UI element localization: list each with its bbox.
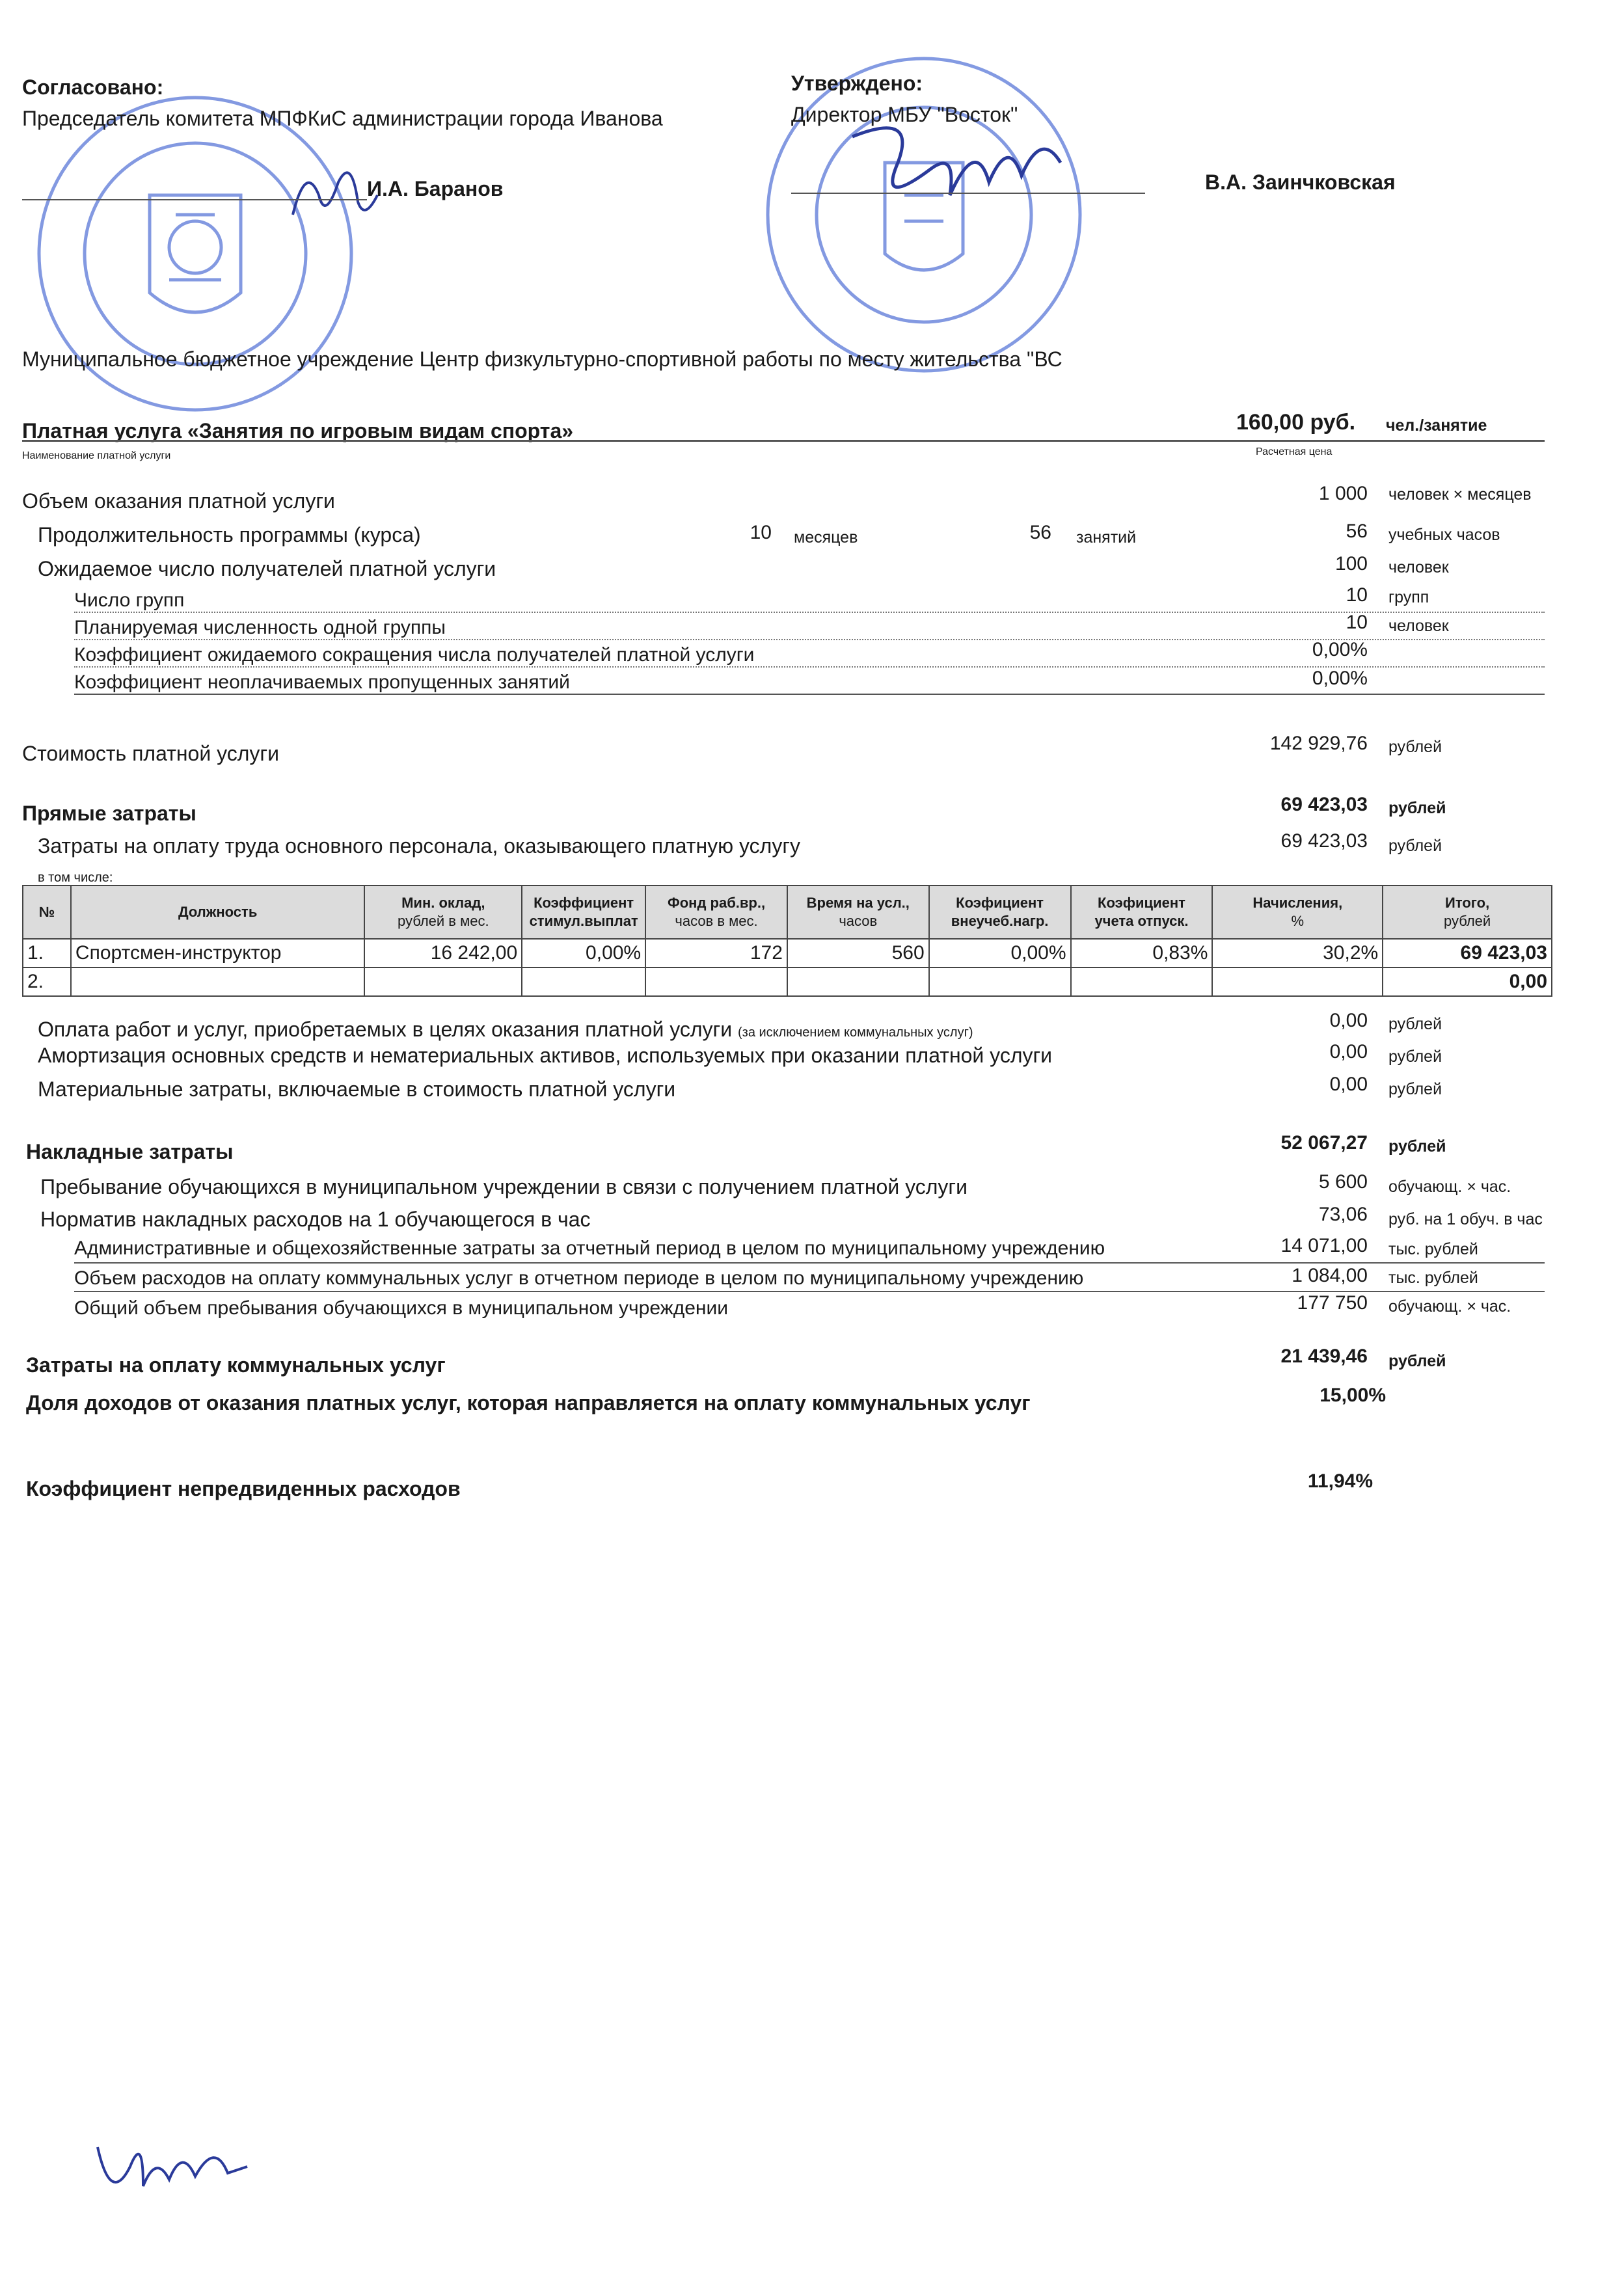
norm-value: 73,06 xyxy=(1318,1204,1368,1225)
labor-label: Затраты на оплату труда основного персонала, оказывающего платную услугу xyxy=(38,834,801,858)
stamp-left-icon xyxy=(26,85,364,423)
admin-unit: тыс. рублей xyxy=(1388,1240,1478,1258)
service-price-caption: Расчетная цена xyxy=(1256,446,1333,457)
utilities-unit: рублей xyxy=(1388,1352,1446,1370)
direct-value: 69 423,03 xyxy=(1280,794,1368,815)
reduction-label: Коэффициент ожидаемого сокращения числа получателей платной услуги xyxy=(74,644,755,666)
total-cell: 69 423,03 xyxy=(1383,939,1552,967)
service-price: 160,00 руб. xyxy=(1236,410,1356,435)
vacation-coef-cell xyxy=(1071,967,1213,996)
work-fund-cell xyxy=(645,967,787,996)
utilities-volume-label: Объем расходов на оплату коммунальных услуг в отчетном периоде в целом по муниципальному учреждению xyxy=(74,1267,1084,1289)
volume-unit: человек × месяцев xyxy=(1388,485,1532,504)
hours-unit: учебных часов xyxy=(1388,526,1500,544)
service-time-cell: 560 xyxy=(787,939,929,967)
cost-value: 142 929,76 xyxy=(1269,733,1368,754)
works-services-label: Оплата работ и услуг, приобретаемых в целях оказания платной услуги (за исключением коммунальных услуг) xyxy=(38,1018,973,1041)
header-cell: Итого, рублей xyxy=(1383,886,1552,939)
total-cell: 0,00 xyxy=(1383,967,1552,996)
contingency-label: Коэффициент непредвиденных расходов xyxy=(26,1477,461,1500)
overhead-label: Накладные затраты xyxy=(26,1140,234,1163)
recipients-label: Ожидаемое число получателей платной услуги xyxy=(38,557,496,580)
group-size-value: 10 xyxy=(1346,612,1368,633)
service-title: Платная услуга «Занятия по игровым видам спорта» xyxy=(22,419,574,442)
duration-label: Продолжительность программы (курса) xyxy=(38,523,421,547)
cost-unit: рублей xyxy=(1388,738,1442,756)
salary-cell: 16 242,00 xyxy=(364,939,522,967)
direct-label: Прямые затраты xyxy=(22,802,196,825)
staff-table xyxy=(22,885,1552,997)
lessons-value: 56 xyxy=(1029,522,1051,543)
amortization-label: Амортизация основных средств и нематериальных активов, используемых при оказании платной услуги xyxy=(38,1044,1053,1067)
accrual-cell: 30,2% xyxy=(1212,939,1383,967)
labor-value: 69 423,03 xyxy=(1280,830,1368,852)
header-cell: Фонд раб.вр., часов в мес. xyxy=(645,886,787,939)
header-cell: Время на усл., часов xyxy=(787,886,929,939)
institution-name: Муниципальное бюджетное учреждение Центр физкультурно-спортивной работы по месту жительства "ВС xyxy=(22,347,1062,371)
signature-right-icon xyxy=(839,111,1087,221)
overhead-value: 52 067,27 xyxy=(1280,1132,1368,1154)
share-label: Доля доходов от оказания платных услуг, которая направляется на оплату коммунальных услуг xyxy=(26,1391,1031,1414)
groups-label: Число групп xyxy=(74,589,185,611)
contingency-value: 11,94% xyxy=(1307,1470,1373,1492)
labor-unit: рублей xyxy=(1388,837,1442,855)
agreed-title: Согласовано: xyxy=(22,75,164,99)
header-cell: Коэффициент стимул.выплат xyxy=(522,886,645,939)
groups-value: 10 xyxy=(1346,584,1368,606)
bonus-coef-cell: 0,00% xyxy=(522,939,645,967)
signature-bottom-icon xyxy=(85,2128,260,2219)
utilities-label: Затраты на оплату коммунальных услуг xyxy=(26,1353,446,1377)
materials-label: Материальные затраты, включаемые в стоимость платной услуги xyxy=(38,1077,676,1101)
approved-title: Утверждено: xyxy=(791,72,923,95)
staff-table-header xyxy=(23,886,1552,939)
stay-label: Пребывание обучающихся в муниципальном учреждении в связи с получением платной услуги xyxy=(40,1175,968,1198)
position-cell: Спортсмен-инструктор xyxy=(71,939,364,967)
hours-value: 56 xyxy=(1346,521,1368,542)
volume-label: Объем оказания платной услуги xyxy=(22,489,335,513)
volume-value: 1 000 xyxy=(1318,483,1368,504)
approved-name: В.А. Заинчковская xyxy=(1205,170,1396,194)
utilities-value: 21 439,46 xyxy=(1280,1346,1368,1367)
vacation-coef-cell: 0,83% xyxy=(1071,939,1213,967)
admin-value: 14 071,00 xyxy=(1280,1235,1368,1256)
utilities-volume-value: 1 084,00 xyxy=(1292,1265,1368,1286)
unpaid-label: Коэффициент неоплачиваемых пропущенных занятий xyxy=(74,671,570,693)
header-cell: Мин. оклад, рублей в мес. xyxy=(364,886,522,939)
service-time-cell xyxy=(787,967,929,996)
recipients-value: 100 xyxy=(1334,553,1368,575)
unpaid-value: 0,00% xyxy=(1312,668,1368,689)
extra-load-cell xyxy=(929,967,1071,996)
stay-value: 5 600 xyxy=(1318,1171,1368,1193)
utilities-volume-unit: тыс. рублей xyxy=(1388,1269,1478,1287)
header-cell: Начисления, % xyxy=(1212,886,1383,939)
total-stay-value: 177 750 xyxy=(1297,1292,1368,1314)
overhead-unit: рублей xyxy=(1388,1137,1446,1156)
including-label: в том числе: xyxy=(38,871,113,885)
table-row xyxy=(23,967,1552,996)
row-number: 2. xyxy=(23,967,71,996)
materials-unit: рублей xyxy=(1388,1080,1442,1098)
approved-position: Директор МБУ "Восток" xyxy=(791,103,1018,126)
total-stay-label: Общий объем пребывания обучающихся в муниципальном учреждении xyxy=(74,1297,729,1319)
share-value: 15,00% xyxy=(1320,1385,1386,1406)
admin-label: Административные и общехозяйственные затраты за отчетный период в целом по муниципальному учреждению xyxy=(74,1237,1105,1259)
header-cell: Должность xyxy=(71,886,364,939)
recipients-unit: человек xyxy=(1388,558,1449,576)
direct-unit: рублей xyxy=(1388,799,1446,817)
header-cell: № xyxy=(23,886,71,939)
row-number: 1. xyxy=(23,939,71,967)
header-cell: Коэфициент внеучеб.нагр. xyxy=(929,886,1071,939)
norm-label: Норматив накладных расходов на 1 обучающегося в час xyxy=(40,1208,591,1231)
work-fund-cell: 172 xyxy=(645,939,787,967)
extra-load-cell: 0,00% xyxy=(929,939,1071,967)
months-unit: месяцев xyxy=(794,528,858,547)
lessons-unit: занятий xyxy=(1076,528,1137,547)
position-cell xyxy=(71,967,364,996)
service-price-unit: чел./занятие xyxy=(1386,416,1487,435)
accrual-cell xyxy=(1212,967,1383,996)
group-size-unit: человек xyxy=(1388,617,1449,635)
works-services-value: 0,00 xyxy=(1329,1010,1368,1031)
header-cell: Коэфициент учета отпуск. xyxy=(1071,886,1213,939)
agreed-position: Председатель комитета МПФКиС администрации города Иванова xyxy=(22,107,663,130)
months-value: 10 xyxy=(750,522,772,543)
table-row xyxy=(23,939,1552,967)
salary-cell xyxy=(364,967,522,996)
bonus-coef-cell xyxy=(522,967,645,996)
norm-unit: руб. на 1 обуч. в час xyxy=(1388,1210,1543,1228)
amortization-unit: рублей xyxy=(1388,1048,1442,1066)
agreed-name: И.А. Баранов xyxy=(367,177,504,200)
groups-unit: групп xyxy=(1388,588,1429,606)
group-size-label: Планируемая численность одной группы xyxy=(74,617,446,638)
stay-unit: обучающ. × час. xyxy=(1388,1178,1511,1196)
service-title-caption: Наименование платной услуги xyxy=(22,450,171,461)
total-stay-unit: обучающ. × час. xyxy=(1388,1297,1511,1316)
reduction-value: 0,00% xyxy=(1312,639,1368,660)
amortization-value: 0,00 xyxy=(1329,1041,1368,1062)
cost-label: Стоимость платной услуги xyxy=(22,742,279,765)
materials-value: 0,00 xyxy=(1329,1074,1368,1095)
works-services-unit: рублей xyxy=(1388,1015,1442,1033)
